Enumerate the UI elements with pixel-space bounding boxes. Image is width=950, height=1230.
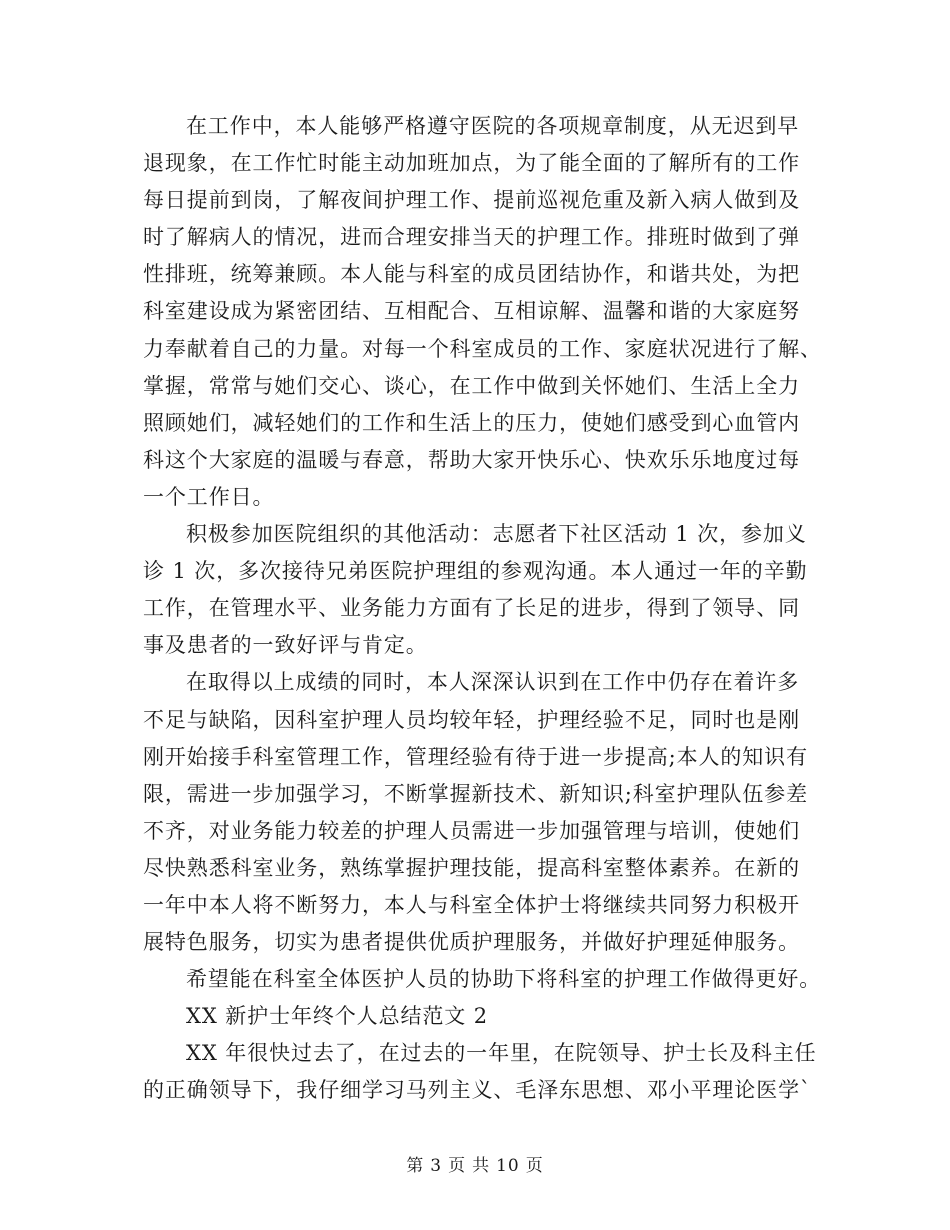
text-line: 一个工作日。: [143, 484, 275, 509]
text-line: 一年中本人将不断努力，本人与科室全体护士将继续共同努力积极开: [143, 892, 800, 917]
page-footer: [0, 1151, 950, 1176]
text-line: 不齐，对业务能力较差的护理人员需进一步加强管理与培训，使她们: [143, 818, 800, 843]
text-line: 在工作中，本人能够严格遵守医院的各项规章制度，从无迟到早: [186, 114, 800, 138]
text-line: 展特色服务，切实为患者提供优质护理服务，并做好护理延伸服务。: [143, 930, 800, 955]
text-line: 力奉献着自己的力量。对每一个科室成员的工作、家庭状况进行了解、: [143, 336, 822, 361]
text-line: 积极参加医院组织的其他活动：志愿者下社区活动 1 次，参加义: [186, 522, 807, 547]
current-page-number: 3: [430, 1156, 443, 1176]
text-line: 科室建设成为紧密团结、互相配合、互相谅解、温馨和谐的大家庭努: [143, 299, 800, 324]
text-line: 科这个大家庭的温暖与春意，帮助大家开快乐心、快欢乐乐地度过每: [143, 447, 800, 472]
footer-total-prefix: 共: [472, 1156, 491, 1176]
text-line: 每日提前到岗，了解夜间护理工作、提前巡视危重及新入病人做到及: [143, 188, 800, 213]
text-line: 事及患者的一致好评与肯定。: [143, 633, 428, 658]
footer-page-word: 页: [448, 1156, 467, 1176]
text-line: 不足与缺陷，因科室护理人员均较年轻，护理经验不足，同时也是刚: [143, 707, 800, 732]
text-line: 掌握，常常与她们交心、谈心，在工作中做到关怀她们、生活上全力: [143, 373, 800, 398]
footer-prefix: 第: [406, 1156, 425, 1176]
text-line: 刚开始接手科室管理工作，管理经验有待于进一步提高;本人的知识有: [143, 744, 808, 769]
text-line: 性排班，统筹兼顾。本人能与科室的成员团结协作，和谐共处，为把: [143, 262, 800, 287]
text-line: XX 年很快过去了，在过去的一年里，在院领导、护士长及科主任: [186, 1041, 817, 1066]
text-line: 希望能在科室全体医护人员的协助下将科室的护理工作做得更好。: [186, 967, 822, 992]
total-pages-number: 10: [496, 1156, 520, 1176]
text-line: 退现象，在工作忙时能主动加班加点，为了能全面的了解所有的工作: [143, 151, 800, 176]
text-line: 照顾她们，减轻她们的工作和生活上的压力，使她们感受到心血管内: [143, 410, 800, 435]
text-line: 尽快熟悉科室业务，熟练掌握护理技能，提高科室整体素养。在新的: [143, 855, 800, 880]
footer-suffix: 页: [525, 1156, 544, 1176]
text-line: 限，需进一步加强学习，不断掌握新技术、新知识;科室护理队伍参差: [143, 781, 808, 806]
section-heading: XX 新护士年终个人总结范文 2: [186, 1004, 489, 1029]
document-body: [143, 108, 822, 1110]
text-line: 时了解病人的情况，进而合理安排当天的护理工作。排班时做到了弹: [143, 225, 800, 250]
text-line: 在取得以上成绩的同时，本人深深认识到在工作中仍存在着许多: [186, 670, 800, 695]
text-line: 的正确领导下，我仔细学习马列主义、毛泽东思想、邓小平理论医学`: [143, 1078, 812, 1103]
text-line: 工作，在管理水平、业务能力方面有了长足的进步，得到了领导、同: [143, 596, 800, 621]
text-line: 诊 1 次，多次接待兄弟医院护理组的参观沟通。本人通过一年的辛勤: [143, 559, 808, 584]
